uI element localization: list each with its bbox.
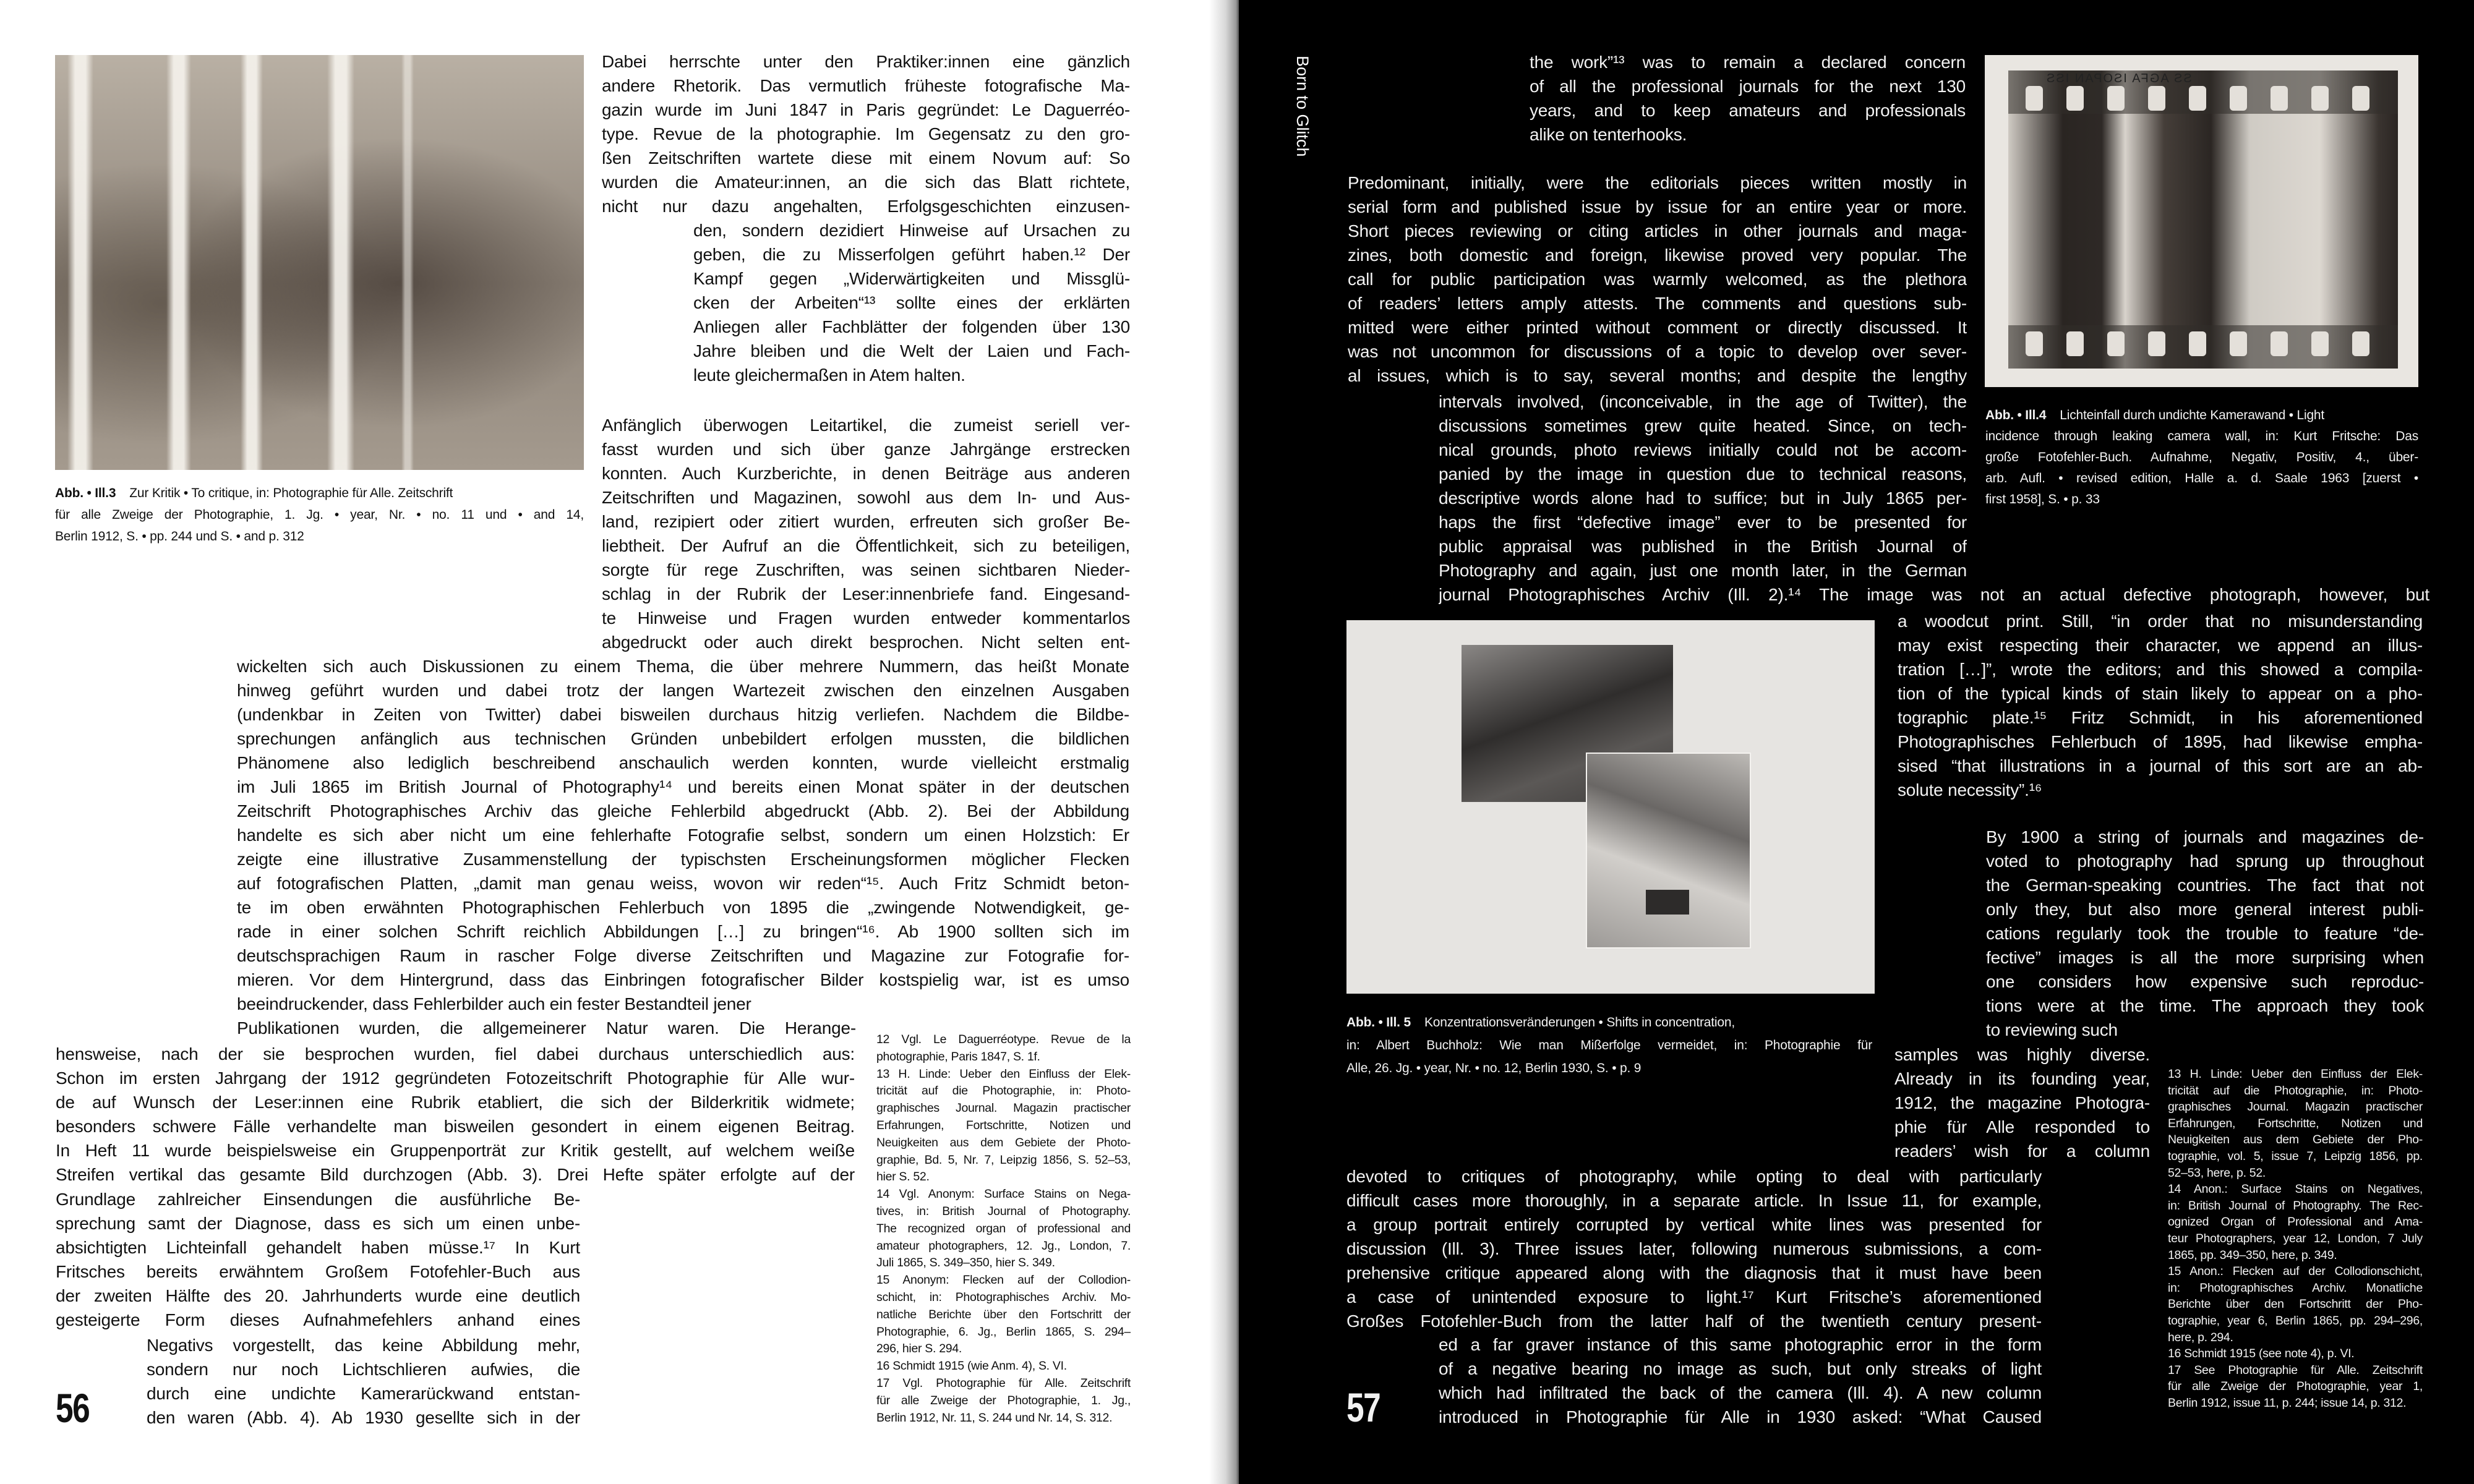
text-line: für alle Zweige der Photographie, 1. Jg., [876, 1393, 1131, 1407]
text-line: gesteigerte Form dieses Aufnahmefehlers anhand eines [56, 1310, 580, 1329]
text-line: Erfahrungen, Fortschritte, Notizen und [2168, 1116, 2423, 1130]
text-line: Kampf gegen „Widerwärtigkeiten und Missglü- [693, 269, 1130, 288]
text-line: 14 Vgl. Anonym: Surface Stains on Nega- [876, 1187, 1131, 1201]
text-line: graphisches Journal. Magazin practischer [2168, 1100, 2423, 1114]
page-number: 57 [1346, 1384, 1380, 1430]
caption-text: Konzentrationsveränderungen • Shifts in concentration, [1424, 1015, 1735, 1030]
text-line: a group portrait entirely corrupted by vertical white lines was presented for [1346, 1215, 2042, 1234]
caption-line [1985, 447, 2418, 468]
caption-line [1346, 1034, 1872, 1057]
text-line: tration […]”, wrote the editors; and this showed a compila- [1898, 660, 2423, 679]
text-line: Streifen vertikal das gesamte Bild durchzogen (Abb. 3). Drei Hefte später erfolgte auf der [56, 1165, 855, 1184]
text-line: wickelten sich auch Diskussionen zu einem Thema, die über mehrere Nummern, das heißt Monate [237, 657, 1129, 676]
caption-label: Abb. • Ill.3 [55, 486, 116, 500]
text-line: sprechung samt der Diagnose, dass es sich um einen unbe- [56, 1214, 580, 1233]
caption-text: arb. Aufl. • revised edition, Halle a. d. Saale 1963 [zuerst • [1985, 471, 2418, 485]
figure-ill3-group-portrait [55, 55, 584, 470]
text-line: may exist respecting their character, we append an illus- [1898, 636, 2423, 655]
text-line: samples was highly diverse. [1894, 1045, 2150, 1064]
text-block [1898, 609, 2423, 802]
text-line: serial form and published issue by issue for an entire year or more. [1348, 197, 1967, 216]
text-line: Already in its founding year, [1894, 1069, 2150, 1088]
text-line: nicht nur dazu angehalten, Erfolgsgeschichten einzusen- [602, 197, 1130, 216]
sprocket-hole [2230, 331, 2247, 356]
caption-line [1985, 489, 2418, 510]
text-line: 296, hier S. 294. [876, 1342, 962, 1356]
text-line: Berlin 1912, issue 11, p. 244; issue 14, p. 312. [2168, 1396, 2407, 1410]
caption-label: Abb. • Ill.4 [1985, 408, 2047, 422]
text-line: In Heft 11 wurde beispielsweise ein Gruppenporträt zur Kritik gestellt, auf welchem weiße [56, 1141, 855, 1160]
text-line: al issues, which is to say, several months; and despite the lengthy [1348, 366, 1967, 385]
caption-ill4 [1985, 405, 2418, 510]
text-line: Zeitschrift Photographisches Archiv das gleiche Fehlerbild abgedruckt (Abb. 2). Bei der Abbildung [237, 801, 1129, 821]
text-line: Photographisches Fehlerbuch of 1895, had likewise empha- [1898, 732, 2423, 751]
text-line: By 1900 a string of journals and magazines de- [1986, 827, 2424, 846]
text-block [1439, 582, 2429, 607]
footnotes [2168, 1066, 2423, 1411]
text-line: wurden die Amateur:innen, an die sich das Blatt richtete, [602, 173, 1130, 192]
text-line: photographie, Paris 1847, S. 1f. [876, 1049, 1040, 1064]
caption-text: große Fotofehler-Buch. Aufnahme, Negativ, Positiv, 4., über- [1985, 450, 2418, 464]
text-line: of readers’ letters amply attests. The comments and questions sub- [1348, 294, 1967, 313]
text-line: Großes Fotofehler-Buch from the latter half of the twentieth century present- [1346, 1311, 2042, 1331]
text-line: 17 See Photographie für Alle. Zeitschrift [2168, 1363, 2423, 1377]
caption-line [1985, 426, 2418, 447]
text-line: intervals involved, (inconceivable, in the age of Twitter), the [1439, 392, 1967, 411]
text-line: Short pieces reviewing or citing articles in other journals and maga- [1348, 221, 1967, 241]
text-line: descriptive words alone had to suffice; but in July 1865 per- [1439, 488, 1967, 508]
text-line: im Juli 1865 im British Journal of Photography¹⁴ und bereits einen Monat später in der deutschen [237, 777, 1129, 796]
text-line: alike on tenterhooks. [1530, 125, 1687, 144]
caption-text: für alle Zweige der Photographie, 1. Jg. • year, Nr. • no. 11 und • and 14, [55, 508, 584, 522]
text-line: 1912, the magazine Photogra- [1894, 1093, 2150, 1112]
text-line: in: British Journal of Photography. The Rec- [2168, 1198, 2423, 1213]
sprocket-hole [2066, 86, 2084, 111]
caption-line [55, 526, 584, 547]
text-line: zeigte eine illustrative Zusammenstellung der typischsten Erscheinungsformen möglicher Flecken [237, 850, 1129, 869]
text-block [56, 1187, 580, 1332]
text-line: rade in einer solchen Schrift reichlich Abbildungen […] zu bringen“¹⁶. Ab 1900 sollten sich im [237, 922, 1129, 941]
text-line: hensweise, nach der sie besprochen wurden, fiel dabei durchaus unterschiedlich aus: [56, 1044, 855, 1064]
text-line: ognized Organ of Professional and Ama- [2168, 1215, 2423, 1229]
text-line: teur Photographers, year 12, London, 7 July [2168, 1231, 2423, 1245]
text-line: 14 Anon.: Surface Stains on Negatives, [2168, 1182, 2423, 1196]
text-line: voted to photography had sprung up throughout [1986, 851, 2424, 871]
text-line: mieren. Vor dem Hintergrund, dass das Einbringen fotografischer Bilder kostspielig war, ist es umso [237, 970, 1129, 989]
text-line: Photography and again, just one month later, in the German [1439, 561, 1967, 580]
text-line: 1865, pp. 349–350, here, p. 349. [2168, 1248, 2337, 1262]
caption-line [1346, 1057, 1872, 1080]
text-line: tion of the typical kinds of stain likely to appear on a pho- [1898, 684, 2423, 703]
sprocket-hole [2352, 86, 2369, 111]
text-block [1439, 390, 1967, 582]
text-line: Anliegen aller Fachblätter der folgenden über 130 [693, 317, 1130, 336]
text-line: to reviewing such [1986, 1020, 2118, 1039]
text-block [693, 218, 1130, 387]
caption-label: Abb. • Ill. 5 [1346, 1015, 1411, 1030]
sprocket-hole [2230, 86, 2247, 111]
text-line: of a negative bearing no image as such, but only streaks of light [1439, 1359, 2042, 1378]
caption-line [55, 482, 584, 504]
text-line: Negativs vorgestellt, das keine Abbildung mehr, [147, 1336, 580, 1355]
text-line: panied by the image in question due to technical reasons, [1439, 464, 1967, 484]
sprocket-hole [2271, 86, 2288, 111]
text-line: tographic plate.¹⁵ Fritz Schmidt, in his aforementioned [1898, 708, 2423, 727]
text-line: graphisches Journal. Magazin practischer [876, 1101, 1131, 1115]
text-line: Phänomene also lediglich beschreibend anschaulich werden konnten, wurde vielleicht erstmalig [237, 753, 1129, 772]
text-line: den, sondern dezidiert Hinweise auf Ursachen zu [693, 221, 1130, 240]
text-line: Juli 1865, S. 349–350, hier S. 349. [876, 1256, 1055, 1270]
text-line: tographie, vol. 5, issue 7, Leipzig 1856, pp. [2168, 1149, 2423, 1163]
text-line: hier S. 52. [876, 1170, 930, 1184]
text-line: The recognized organ of professional and [876, 1221, 1131, 1235]
text-line: which had infiltrated the back of the camera (Ill. 4). A new column [1439, 1383, 2042, 1402]
text-line: hinweg geführt wurden und dabei trotz der langen Wartezeit zwischen den einzelnen Ausgaben [237, 681, 1129, 700]
text-line: 15 Anonym: Flecken auf der Collodion- [876, 1273, 1131, 1287]
text-line: Photographie, 6. Jg., Berlin 1865, S. 294– [876, 1324, 1131, 1339]
text-block [1986, 825, 2424, 1042]
text-line: journal Photographisches Archiv (Ill. 2).¹⁴ The image was not an actual defective photograph, however, but [1439, 585, 2429, 604]
text-line: auf fotografischen Platten, „damit man genau weiss, wovon wir reden“¹⁵. Auch Fritz Schmidt beton- [237, 874, 1129, 893]
text-line: sprechungen anfänglich aus technischen Gründen unbebildert erfolgen mussten, die bildlichen [237, 729, 1129, 748]
text-line: te im oben erwähnten Photographischen Fehlerbuch von 1895 die „zwingende Notwendigkeit, ge- [237, 898, 1129, 917]
text-line: sised “that illustrations in a journal of this sort are an ab- [1898, 756, 2423, 775]
text-line: type. Revue de la photographie. Im Gegensatz zu den gro- [602, 124, 1130, 143]
sprocket-hole [2352, 331, 2369, 356]
text-line: deutschsprachigen Raum in rascher Folge diverse Zeitschriften und Magazine zur Fotografie for- [237, 946, 1129, 965]
text-line: in: Photographisches Archiv. Monatliche [2168, 1281, 2423, 1295]
text-line: 16 Schmidt 1915 (wie Anm. 4), S. VI. [876, 1359, 1067, 1373]
sprocket-hole [2107, 331, 2125, 356]
gutter-shadow [1209, 0, 1239, 1484]
figure-ill4-film-negative [1985, 55, 2418, 387]
text-line: only they, but also more general interest publi- [1986, 900, 2424, 919]
text-line: geben, die zu Misserfolgen geführt haben.¹² Der [693, 245, 1130, 264]
text-line: a woodcut print. Still, “in order that no misunderstanding [1898, 612, 2423, 631]
text-line: tions were at the time. The approach they took [1986, 996, 2424, 1015]
text-line: liebtheit. Der Aufruf an die Öffentlichkeit, sich zu beteiligen, [602, 536, 1130, 555]
text-line: Neuigkeiten aus dem Gebiete der Photo- [876, 1135, 1131, 1149]
caption-line [1346, 1011, 1872, 1034]
caption-text: first 1958], S. • p. 33 [1985, 492, 2100, 506]
text-block [56, 1042, 855, 1187]
caption-text: incidence through leaking camera wall, in: Kurt Fritsche: Das [1985, 429, 2418, 443]
caption-line [1985, 405, 2418, 426]
text-line: zines, both domestic and foreign, likewise proved very popular. The [1348, 245, 1967, 265]
text-line: 12 Vgl. Le Daguerréotype. Revue de la [876, 1033, 1131, 1046]
text-line: difficult cases more thoroughly, in a separate article. In Issue 11, for example, [1346, 1191, 2042, 1210]
text-line: 15 Anon.: Flecken auf der Collodionschicht, [2168, 1264, 2423, 1279]
caption-line [55, 504, 584, 526]
text-line: Predominant, initially, were the editorials pieces written mostly in [1348, 173, 1967, 192]
caption-ill3 [55, 482, 584, 547]
sprocket-hole [2026, 86, 2043, 111]
text-line: call for public participation was warmly welcomed, as the plethora [1348, 270, 1967, 289]
text-line: Berlin 1912, Nr. 11, S. 244 und Nr. 14, S. 312. [876, 1410, 1113, 1425]
text-line: phie für Alle responded to [1894, 1117, 2150, 1136]
text-line: years, and to keep amateurs and professionals [1530, 101, 1966, 120]
text-block [602, 413, 1130, 654]
text-line: 52–53, here, p. 52. [2168, 1166, 2266, 1180]
text-line: nical grounds, photo reviews initially could not be accom- [1439, 440, 1967, 459]
text-line: land, rezipiert oder zitiert wurden, erfreuten sich großer Be- [602, 512, 1130, 531]
text-line: tographie, year 6, Berlin 1865, pp. 294–296, [2168, 1313, 2423, 1328]
figure-ill5-concentration-shifts [1346, 620, 1875, 994]
text-line: besonders schwere Fälle verhandelte man bisweilen gesondert in einem eigenen Beitrag. [56, 1117, 855, 1136]
text-line: cken der Arbeiten“¹³ sollte eines der erklärten [693, 293, 1130, 312]
text-block [1894, 1043, 2150, 1163]
text-line: 16 Schmidt 1915 (see note 4), p. VI. [2168, 1347, 2355, 1361]
text-line: natliche Berichte über den Fortschritt der [876, 1307, 1131, 1321]
text-line: beeindruckender, dass Fehlerbilder auch ein fester Bestandteil jener [237, 994, 751, 1013]
text-line: Dabei herrschte unter den Praktiker:innen eine gänzlich [602, 52, 1130, 71]
text-line: Grundlage zahlreicher Einsendungen die ausführliche Be- [56, 1190, 580, 1209]
text-line: Zeitschriften und Magazinen, sowohl aus dem In- und Aus- [602, 488, 1130, 507]
caption-ill5 [1346, 1011, 1872, 1080]
sprocket-hole [2148, 331, 2165, 356]
caption-text: Zur Kritik • To critique, in: Photographie für Alle. Zeitschrift [129, 486, 453, 500]
text-line: cations regularly took the trouble to feature “de- [1986, 924, 2424, 943]
text-line: de auf Wunsch der Leser:innen eine Rubrik etabliert, die sich der Bilderkritik widmete; [56, 1093, 855, 1112]
sprocket-hole [2148, 86, 2165, 111]
sprocket-hole [2066, 331, 2084, 356]
text-line: the German-speaking countries. The fact that not [1986, 876, 2424, 895]
text-line: Schon im ersten Jahrgang der 1912 gegründeten Fotozeitschrift Photographie für Alle wur- [56, 1068, 855, 1088]
text-line: ßen Zeitschriften wartete diese mit einem Novum auf: So [602, 148, 1130, 168]
text-line: den waren (Abb. 4). Ab 1930 gesellte sich in der [147, 1408, 580, 1427]
text-line: sondern nur noch Lichtschlieren aufwies, die [147, 1360, 580, 1379]
text-line: the work”¹³ was to remain a declared concern [1530, 53, 1966, 72]
text-line: schicht, in: Photographisches Archiv. Mo- [876, 1290, 1131, 1304]
text-line: introduced in Photographie für Alle in 1930 asked: “What Caused [1439, 1407, 2042, 1426]
caption-line [1985, 468, 2418, 489]
text-block [147, 1333, 580, 1430]
page-number: 56 [56, 1385, 90, 1431]
caption-text: Berlin 1912, S. • pp. 244 und S. • and p. 312 [55, 529, 304, 544]
sprocket-hole [2311, 331, 2329, 356]
text-line: Jahre bleiben und die Welt der Laien und Fach- [693, 341, 1130, 360]
text-line: te Hinweise und Fragen wurden entweder kommentarlos [602, 608, 1130, 628]
text-line: tricität auf die Photographie, in: Photo- [2168, 1083, 2423, 1098]
text-line: readers’ wish for a column [1894, 1141, 2150, 1161]
sprocket-hole [2189, 86, 2206, 111]
text-line: Neuigkeiten aus dem Gebiete der Pho- [2168, 1133, 2423, 1147]
text-block [1346, 1164, 2042, 1333]
text-line: Berichte über den Fortschritt der Pho- [2168, 1297, 2423, 1311]
text-line: andere Rhetorik. Das vermutlich früheste fotografische Ma- [602, 76, 1130, 95]
text-line: devoted to critiques of photography, while opting to deal with particularly [1346, 1167, 2042, 1186]
text-line: amateur photographers, 12. Jg., London, 7. [876, 1239, 1131, 1253]
text-line: 13 H. Linde: Ueber den Einfluss der Elek- [876, 1067, 1131, 1081]
text-line: haps the first “defective image” ever to be presented for [1439, 513, 1967, 532]
text-block [237, 654, 1129, 992]
text-line: Fritsches bereits erwähntem Großem Fotofehler-Buch aus [56, 1262, 580, 1281]
text-line: a case of unintended exposure to light.¹⁷ Kurt Fritsche’s aforementioned [1346, 1287, 2042, 1307]
text-block [1439, 1333, 2042, 1429]
text-line: public appraisal was published in the British Journal of [1439, 537, 1967, 556]
running-title: Born to Glitch [1293, 56, 1312, 157]
text-line: (undenkbar in Zeiten von Twitter) dabei bisweilen durchaus hitzig verliefen. Nachdem die Bildbe- [237, 705, 1129, 724]
caption-text: in: Albert Buchholz: Wie man Mißerfolge vermeidet, in: Photographie für [1346, 1038, 1872, 1052]
text-line: abgedruckt oder auch direkt besprochen. Nicht selten ent- [602, 633, 1130, 652]
text-line: was not uncommon for discussions of a topic to develop over sever- [1348, 342, 1967, 361]
text-block [1530, 50, 1966, 147]
text-line: prehensive critique appeared along with the diagnosis that it must have been [1346, 1263, 2042, 1282]
text-line: discussion (Ill. 3). Three issues later, following numerous submissions, a com- [1346, 1239, 2042, 1258]
text-block [1348, 171, 1967, 388]
text-line: gazin wurde im Juni 1847 in Paris gegründet: Le Daguerréo- [602, 100, 1130, 119]
text-line: one considers how expensive such reproduc- [1986, 972, 2424, 991]
sprocket-hole [2107, 86, 2125, 111]
text-block [237, 992, 856, 1040]
text-line: ed a far graver instance of this same photographic error in the form [1439, 1335, 2042, 1354]
sprocket-hole [2311, 86, 2329, 111]
text-line: sorgte für rege Zuschriften, was seinen sichtbaren Nieder- [602, 560, 1130, 579]
text-line: 13 H. Linde: Ueber den Einfluss der Elek- [2168, 1067, 2423, 1081]
sprocket-hole [2271, 331, 2288, 356]
text-line: tricität auf die Photographie, in: Photo- [876, 1084, 1131, 1098]
text-line: here, p. 294. [2168, 1330, 2233, 1344]
text-line: der zweiten Hälfte des 20. Jahrhunderts wurde eine deutlich [56, 1286, 580, 1305]
text-line: leute gleichermaßen in Atem halten. [693, 365, 965, 385]
text-line: mitted were either printed without comment or directly discussed. It [1348, 318, 1967, 337]
caption-text: Alle, 26. Jg. • year, Nr. • no. 12, Berlin 1930, S. • p. 9 [1346, 1061, 1641, 1075]
text-line: 17 Vgl. Photographie für Alle. Zeitschrift [876, 1376, 1131, 1390]
text-block [602, 49, 1130, 218]
text-line: schlag in der Rubrik der Leser:innenbriefe fand. Eingesand- [602, 584, 1130, 603]
text-line: durch eine undichte Kamerarückwand entstan- [147, 1384, 580, 1403]
sprocket-hole [2189, 331, 2206, 356]
text-line: absichtigten Lichteinfall gehandelt haben müsse.¹⁷ In Kurt [56, 1238, 580, 1257]
text-line: of all the professional journals for the next 130 [1530, 77, 1966, 96]
text-line: handelte es sich aber nicht um eine fehlerhafte Fotografie selbst, sondern um einen Holzstich: Er [237, 825, 1129, 845]
sprocket-hole [2026, 331, 2043, 356]
text-line: konnten. Auch Kurzberichte, in denen Beiträge aus anderen [602, 464, 1130, 483]
text-line: discussions sometimes grew quite heated. Since, on tech- [1439, 416, 1967, 435]
text-line: Publikationen wurden, die allgemeinerer Natur waren. Die Herange- [237, 1018, 856, 1038]
caption-text: Lichteinfall durch undichte Kamerawand • Light [2060, 408, 2325, 422]
text-line: tives, in: British Journal of Photography. [876, 1204, 1131, 1218]
film-edge-marking: SS AGFA ISOPAN ISS [2045, 72, 2192, 85]
text-line: Erfahrungen, Fortschritte, Notizen und [876, 1118, 1131, 1132]
footnotes [876, 1031, 1131, 1426]
text-line: graphie, Bd. 5, Nr. 7, Leipzig 1856, S. 52–53, [876, 1153, 1131, 1167]
text-line: für alle Zweige der Photographie, year 1, [2168, 1380, 2423, 1394]
text-line: Anfänglich überwogen Leitartikel, die zumeist seriell ver- [602, 416, 1130, 435]
text-line: solute necessity”.¹⁶ [1898, 780, 2042, 800]
text-line: fasst wurden und sich über ganze Jahrgänge erstrecken [602, 440, 1130, 459]
text-line: fective” images is all the more surprising when [1986, 948, 2424, 967]
